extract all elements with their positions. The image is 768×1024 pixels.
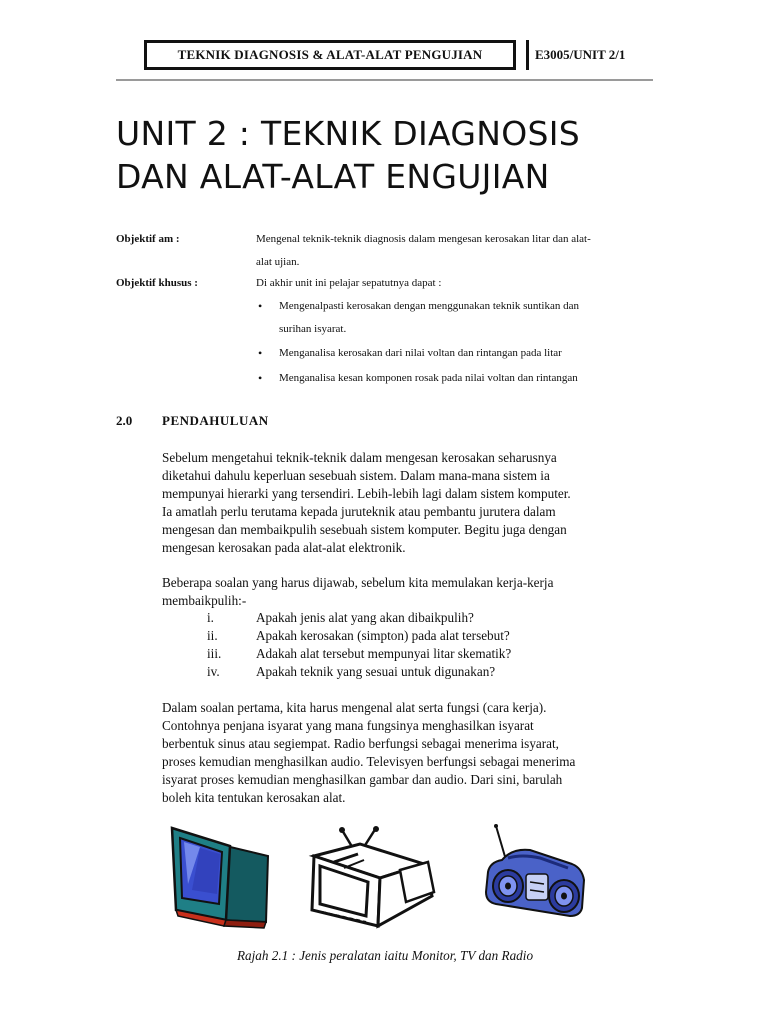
bullet-icon: • [258, 371, 263, 385]
objective-bullet-1 [279, 295, 654, 341]
question-number: iv. [207, 664, 220, 679]
general-objective-line2: alat ujian. [256, 256, 300, 268]
general-objective-line1: Mengenal teknik-teknik diagnosis dalam mengesan kerosakan litar dan alat- [256, 233, 591, 245]
question-text: Apakah teknik yang sesuai untuk digunakan? [256, 664, 496, 679]
paragraph-3-line: Dalam soalan pertama, kita harus mengenal alat serta fungsi (cara kerja). [162, 700, 547, 715]
paragraph-1-line: mempunyai hierarki yang tersendiri. Lebih-lebih lagi dalam sistem komputer. [162, 486, 571, 501]
objective-bullet-3 [279, 367, 654, 390]
objective-bullet-1-line2: surihan isyarat. [279, 323, 347, 335]
question-number: i. [207, 610, 214, 625]
question-number: iii. [207, 646, 222, 661]
paragraph-3-line: proses kemudian menghasilkan audio. Televisyen berfungsi sebagai menerima [162, 754, 576, 769]
figure-caption: Rajah 2.1 : Jenis peralatan iaitu Monitor, TV dan Radio [236, 948, 534, 963]
general-objective-label: Objektif am : [116, 233, 180, 245]
radio-icon [482, 824, 594, 920]
bullet-icon: • [258, 299, 263, 313]
unit-title-line1: UNIT 2 : TEKNIK DIAGNOSIS [116, 114, 581, 153]
objective-bullet-3-line1: Menganalisa kesan komponen rosak pada nilai voltan dan rintangan [279, 372, 578, 384]
paragraph-1 [162, 449, 653, 557]
objective-bullet-2-line1: Menganalisa kerosakan dari nilai voltan dan rintangan pada litar [279, 347, 562, 359]
paragraph-3-line: isyarat proses kemudian menghasilkan gambar dan audio. Dari sini, barulah [162, 772, 563, 787]
paragraph-1-line: diketahui dahulu keperluan sesebuah sistem. Dalam mana-mana sistem ia [162, 468, 550, 483]
bullet-icon: • [258, 346, 263, 360]
objective-bullet-2 [279, 342, 654, 365]
header-rule [116, 79, 653, 81]
objective-bullet-1-line1: Mengenalpasti kerosakan dengan menggunakan teknik suntikan dan [279, 300, 579, 312]
question-number: ii. [207, 628, 218, 643]
specific-objective-label: Objektif khusus : [116, 277, 198, 289]
paragraph-1-line: Sebelum mengetahui teknik-teknik dalam mengesan kerosakan seharusnya [162, 450, 557, 465]
paragraph-2 [162, 574, 653, 610]
tv-icon [304, 826, 436, 930]
paragraph-2-line: Beberapa soalan yang harus dijawab, sebelum kita memulakan kerja-kerja [162, 575, 554, 590]
section-title: PENDAHULUAN [162, 413, 269, 428]
paragraph-3-line: Contohnya penjana isyarat yang mana fungsinya menghasilkan isyarat [162, 718, 534, 733]
specific-objective-intro: Di akhir unit ini pelajar sepatutnya dapat : [256, 277, 442, 289]
unit-title [116, 112, 676, 198]
question-text: Adakah alat tersebut mempunyai litar skematik? [256, 646, 512, 661]
header-code: E3005/UNIT 2/1 [526, 40, 652, 70]
header-title: TEKNIK DIAGNOSIS & ALAT-ALAT PENGUJIAN [144, 40, 516, 70]
paragraph-2-line: membaikpulih:- [162, 593, 247, 608]
question-text: Apakah jenis alat yang akan dibaikpulih? [256, 610, 474, 625]
paragraph-1-line: mengesan dan membaikpulih sesebuah sistem komputer. Begitu juga dengan [162, 522, 567, 537]
paragraph-1-line: Ia amatlah perlu terutama kepada juruteknik atau pembantu jurutera dalam [162, 504, 556, 519]
question-text: Apakah kerosakan (simpton) pada alat tersebut? [256, 628, 510, 643]
paragraph-1-line: mengesan kerosakan pada alat-alat elektronik. [162, 540, 406, 555]
paragraph-3 [162, 699, 653, 807]
section-number: 2.0 [116, 413, 133, 428]
unit-title-line2: DAN ALAT-ALAT ENGUJIAN [116, 157, 550, 196]
monitor-icon [170, 824, 270, 930]
paragraph-3-line: berbentuk sinus atau segiempat. Radio berfungsi sebagai menerima isyarat, [162, 736, 559, 751]
general-objective-text [256, 228, 656, 274]
paragraph-3-line: boleh kita tentukan kerosakan alat. [162, 790, 346, 805]
